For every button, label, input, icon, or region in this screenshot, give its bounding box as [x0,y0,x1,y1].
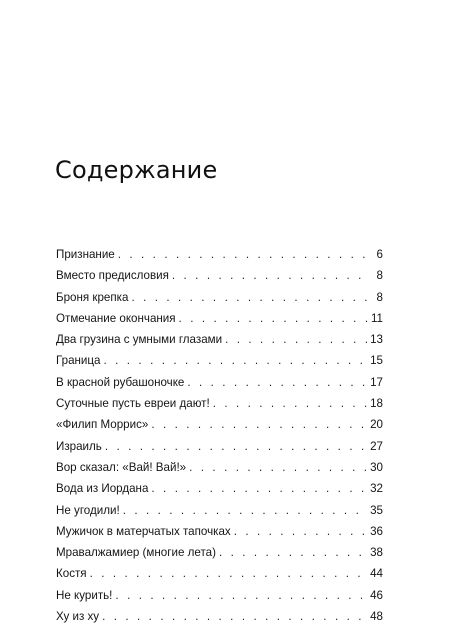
toc-entry-title: Признание [56,248,115,261]
toc-entry [56,244,383,265]
toc-entry [56,606,383,627]
toc-entry [56,585,383,606]
toc-entry-title: В красной рубашоночке [56,375,185,389]
toc-entry-title: Израиль [56,439,102,453]
toc-entry [56,542,383,563]
toc-entry [56,478,383,499]
table-of-contents [56,244,383,627]
dot-leader [131,287,370,308]
dot-leader [115,585,367,606]
toc-entry [56,521,383,542]
dot-leader [172,265,370,286]
dot-leader [179,308,368,329]
toc-entry-page: 8 [376,269,383,283]
toc-entry-title: Вор сказал: «Вай! Вай!» [56,460,187,474]
toc-entry-title: Не угодили! [56,503,120,517]
toc-entry-page: 48 [370,610,383,624]
toc-entry [56,414,383,435]
dot-leader [189,457,367,478]
toc-entry-page: 11 [370,311,383,325]
toc-entry-title: Вода из Иордана [56,482,149,496]
dot-leader [225,329,367,350]
toc-entry-title: Костя [56,567,87,581]
toc-entry-page: 46 [370,588,383,602]
toc-entry [56,500,383,521]
toc-entry-page: 35 [370,503,383,517]
toc-entry-page: 13 [370,333,383,347]
toc-entry [56,457,383,478]
toc-entry-title: Мужичок в матерчатых тапочках [56,524,231,538]
dot-leader [151,478,367,499]
dot-leader [219,542,367,563]
toc-entry [56,372,383,393]
toc-entry-title: Граница [56,354,101,368]
toc-entry-title: Суточные пусть евреи дают! [56,397,210,411]
toc-entry-page: 6 [376,248,383,261]
toc-entry [56,265,383,286]
page-title: Содержание [55,156,218,184]
toc-entry-page: 20 [370,418,383,432]
toc-entry-page: 27 [370,439,383,453]
toc-entry-page: 38 [370,546,383,560]
dot-leader [187,372,367,393]
dot-leader [104,350,368,371]
toc-entry-page: 44 [370,567,383,581]
toc-entry-page: 30 [370,460,383,474]
toc-entry [56,563,383,584]
toc-entry-title: Ху из ху [56,610,100,624]
toc-entry-page: 32 [370,482,383,496]
toc-entry [56,393,383,414]
dot-leader [151,414,367,435]
toc-entry-title: Два грузина с умными глазами [56,333,223,347]
dot-leader [105,436,367,457]
toc-entry-page: 8 [376,290,383,304]
toc-entry-title: Не курить! [56,588,113,602]
toc-entry [56,436,383,457]
toc-entry-page: 15 [370,354,383,368]
toc-entry-title: «Филип Моррис» [56,418,149,432]
toc-entry-title: Броня крепка [56,290,129,304]
dot-leader [118,244,370,265]
dot-leader [90,563,368,584]
dot-leader [102,606,367,627]
toc-entry [56,308,383,329]
dot-leader [213,393,367,414]
toc-entry [56,350,383,371]
toc-entry-page: 36 [370,524,383,538]
dot-leader [234,521,367,542]
toc-entry-page: 18 [370,397,383,411]
toc-entry-title: Отмечание окончания [56,311,176,325]
toc-entry [56,329,383,350]
toc-entry-page: 17 [370,375,383,389]
toc-entry-title: Вместо предисловия [56,269,169,283]
toc-entry-title: Мравалжамиер (многие лета) [56,546,216,560]
dot-leader [123,500,367,521]
toc-entry [56,287,383,308]
